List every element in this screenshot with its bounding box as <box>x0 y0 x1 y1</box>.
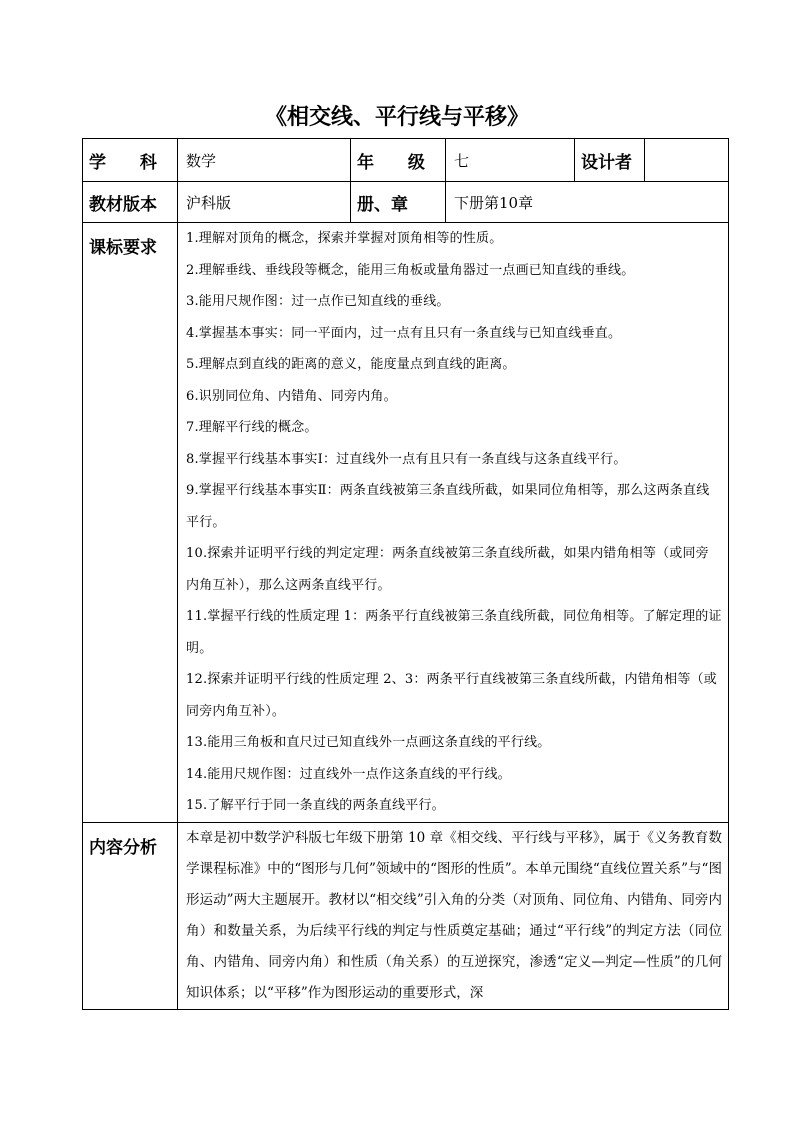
lesson-info-table <box>82 138 729 1010</box>
list-item: 3.能用尺规作图：过一点作已知直线的垂线。 <box>186 294 450 309</box>
list-item: 6.识别同位角、内错角、同旁内角。 <box>186 388 397 404</box>
grade-value: 七 <box>446 139 575 182</box>
analysis-text: 本章是初中数学沪科版七年级下册第 10 章《相交线、平行线与平移》，属于《义务教育数学课程标准》中的“图形与几何”领域中的“图形的性质”。本单元围绕“直线位置关系”与“图形运动”两大主题展开。教材以“相交线”引入角的分类（对顶角、同位角、内错角、同旁内角）和数量关系，为后续平行线的判定与性质奠定基础；通过“平行线”的判定方法（同位角、内错角、同旁内角）和性质（角关系）的互逆探究，渗透“定义—判定—性质”的几何知识体系；以“平移”作为图形运动的重要形式，深 <box>186 829 722 1001</box>
list-item: 4.掌握基本事实：同一平面内，过一点有且只有一条直线与已知直线垂直。 <box>186 325 622 341</box>
list-item: 11.掌握平行线的性质定理 1：两条平行直线被第三条直线所截，同位角相等。了解定理的证明。 <box>186 609 722 656</box>
list-item: 9.掌握平行线基本事实Ⅱ：两条直线被第三条直线所截，如果同位角相等，那么这两条直线平行。 <box>186 483 710 530</box>
edition-label: 教材版本 <box>83 182 178 223</box>
requirements-row <box>83 223 729 823</box>
analysis-label: 内容分析 <box>83 822 178 1009</box>
subject-value: 数学 <box>178 139 351 182</box>
grade-label-text: 年 级 <box>357 152 439 173</box>
header-row-subject <box>83 139 729 182</box>
list-item: 5.理解点到直线的距离的意义，能度量点到直线的距离。 <box>186 357 516 372</box>
edition-value: 沪科版 <box>178 182 351 223</box>
document-title: 《相交线、平行线与平移》 <box>264 104 529 130</box>
list-item: 7.理解平行线的概念。 <box>186 420 318 435</box>
list-item: 12.探索并证明平行线的性质定理 2、3：两条平行直线被第三条直线所截，内错角相等（或同旁内角互补）。 <box>186 672 717 719</box>
requirements-list <box>178 223 729 823</box>
list-item: 1.理解对顶角的概念，探索并掌握对顶角相等的性质。 <box>186 231 503 246</box>
grade-label <box>351 139 446 182</box>
list-item: 15.了解平行于同一条直线的两条直线平行。 <box>186 798 445 813</box>
designer-value <box>645 139 729 182</box>
list-item: 8.掌握平行线基本事实Ⅰ：过直线外一点有且只有一条直线与这条直线平行。 <box>186 451 627 467</box>
header-row-edition <box>83 182 729 223</box>
list-item: 10.探索并证明平行线的判定定理：两条直线被第三条直线所截，如果内错角相等（或同旁内角互补），那么这两条直线平行。 <box>186 546 709 593</box>
list-item: 14.能用尺规作图：过直线外一点作这条直线的平行线。 <box>186 766 511 782</box>
list-item: 2.理解垂线、垂线段等概念，能用三角板或量角器过一点画已知直线的垂线。 <box>186 262 635 278</box>
analysis-row <box>83 822 729 1009</box>
chapter-value: 下册第10章 <box>446 182 729 223</box>
analysis-content <box>178 822 729 1009</box>
designer-label: 设计者 <box>575 139 645 182</box>
list-item: 13.能用三角板和直尺过已知直线外一点画这条直线的平行线。 <box>186 735 551 750</box>
requirements-label: 课标要求 <box>83 223 178 823</box>
chapter-label: 册、章 <box>351 182 446 223</box>
subject-label <box>83 139 178 182</box>
subject-label-text: 学 科 <box>89 152 171 173</box>
